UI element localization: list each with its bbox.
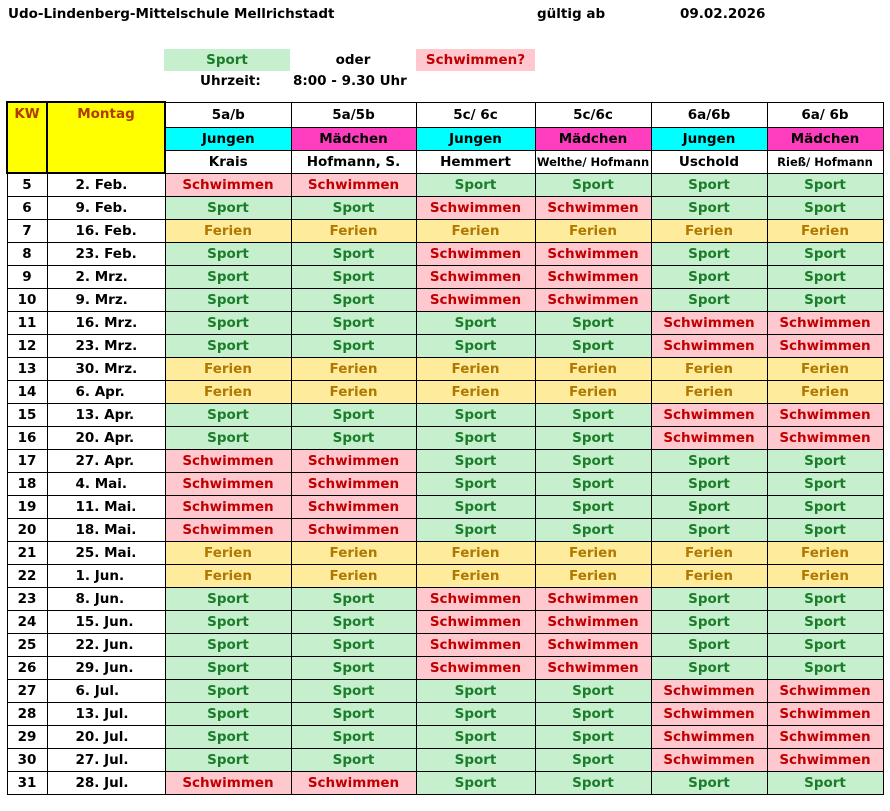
week-number: 22 xyxy=(7,565,47,588)
table-row xyxy=(7,404,883,427)
schedule-cell: Sport xyxy=(291,726,416,749)
monday-date: 28. Jul. xyxy=(47,772,165,795)
schedule-cell: Sport xyxy=(416,427,535,450)
monday-date: 29. Jun. xyxy=(47,657,165,680)
schedule-cell: Sport xyxy=(767,496,883,519)
schedule-cell: Ferien xyxy=(767,381,883,404)
monday-date: 4. Mai. xyxy=(47,473,165,496)
week-number: 28 xyxy=(7,703,47,726)
schedule-cell: Sport xyxy=(416,496,535,519)
schedule-cell: Sport xyxy=(165,335,291,358)
table-row xyxy=(7,588,883,611)
schedule-cell: Sport xyxy=(291,588,416,611)
week-number: 11 xyxy=(7,312,47,335)
schedule-cell: Sport xyxy=(165,404,291,427)
schedule-cell: Sport xyxy=(767,657,883,680)
teacher-header: Welthe/ Hofmann xyxy=(535,150,651,173)
schedule-cell: Schwimmen xyxy=(535,657,651,680)
schedule-cell: Schwimmen xyxy=(165,496,291,519)
schedule-cell: Sport xyxy=(651,657,767,680)
schedule-cell: Ferien xyxy=(416,220,535,243)
schedule-cell: Schwimmen xyxy=(535,634,651,657)
schedule-cell: Sport xyxy=(535,335,651,358)
schedule-cell: Schwimmen xyxy=(535,611,651,634)
class-header: 5a/b xyxy=(165,102,291,127)
schedule-cell: Schwimmen xyxy=(416,243,535,266)
table-row xyxy=(7,726,883,749)
schedule-cell: Sport xyxy=(767,772,883,795)
table-row xyxy=(7,772,883,795)
schedule-cell: Sport xyxy=(535,404,651,427)
schedule-cell: Sport xyxy=(291,266,416,289)
schedule-cell: Schwimmen xyxy=(165,772,291,795)
monday-date: 25. Mai. xyxy=(47,542,165,565)
week-number: 16 xyxy=(7,427,47,450)
week-number: 19 xyxy=(7,496,47,519)
schedule-cell: Schwimmen xyxy=(651,749,767,772)
schedule-cell: Sport xyxy=(651,772,767,795)
schedule-cell: Sport xyxy=(651,519,767,542)
kw-header: KW xyxy=(7,102,47,173)
week-number: 9 xyxy=(7,266,47,289)
table-row xyxy=(7,611,883,634)
schedule-cell: Sport xyxy=(291,703,416,726)
schedule-cell: Ferien xyxy=(651,358,767,381)
schedule-cell: Sport xyxy=(767,289,883,312)
schedule-cell: Schwimmen xyxy=(165,173,291,197)
schedule-cell: Sport xyxy=(535,749,651,772)
monday-date: 8. Jun. xyxy=(47,588,165,611)
schedule-cell: Sport xyxy=(165,243,291,266)
schedule-cell: Sport xyxy=(651,173,767,197)
class-header: 6a/ 6b xyxy=(767,102,883,127)
valid-from-label: gültig ab xyxy=(537,6,606,22)
schedule-cell: Sport xyxy=(535,312,651,335)
schedule-cell: Schwimmen xyxy=(416,657,535,680)
monday-date: 23. Mrz. xyxy=(47,335,165,358)
monday-date: 1. Jun. xyxy=(47,565,165,588)
schedule-cell: Sport xyxy=(651,197,767,220)
monday-date: 18. Mai. xyxy=(47,519,165,542)
schedule-cell: Sport xyxy=(767,588,883,611)
schedule-cell: Schwimmen xyxy=(165,450,291,473)
week-number: 18 xyxy=(7,473,47,496)
schedule-cell: Schwimmen xyxy=(291,772,416,795)
schedule-cell: Sport xyxy=(291,289,416,312)
schedule-cell: Ferien xyxy=(165,358,291,381)
table-row xyxy=(7,220,883,243)
gender-header-boys: Jungen xyxy=(165,127,291,150)
schedule-cell: Sport xyxy=(535,519,651,542)
schedule-cell: Sport xyxy=(767,634,883,657)
table-row xyxy=(7,519,883,542)
schedule-cell: Schwimmen xyxy=(767,726,883,749)
schedule-cell: Ferien xyxy=(291,565,416,588)
schedule-cell: Sport xyxy=(165,657,291,680)
week-number: 21 xyxy=(7,542,47,565)
schedule-cell: Ferien xyxy=(291,358,416,381)
table-row xyxy=(7,243,883,266)
schedule-cell: Ferien xyxy=(535,381,651,404)
teacher-header: Krais xyxy=(165,150,291,173)
monday-date: 16. Feb. xyxy=(47,220,165,243)
schedule-cell: Ferien xyxy=(416,565,535,588)
schedule-cell: Schwimmen xyxy=(535,243,651,266)
week-number: 17 xyxy=(7,450,47,473)
time-label: Uhrzeit: xyxy=(200,73,261,89)
schedule-cell: Ferien xyxy=(416,358,535,381)
monday-date: 15. Jun. xyxy=(47,611,165,634)
schedule-cell: Ferien xyxy=(535,565,651,588)
schedule-cell: Ferien xyxy=(165,381,291,404)
schedule-cell: Sport xyxy=(767,519,883,542)
table-row xyxy=(7,634,883,657)
table-row xyxy=(7,266,883,289)
schedule-cell: Sport xyxy=(291,197,416,220)
schedule-cell: Sport xyxy=(291,312,416,335)
table-row xyxy=(7,335,883,358)
monday-date: 20. Jul. xyxy=(47,726,165,749)
monday-date: 16. Mrz. xyxy=(47,312,165,335)
schedule-cell: Sport xyxy=(535,473,651,496)
schedule-cell: Ferien xyxy=(767,358,883,381)
schedule-cell: Sport xyxy=(651,634,767,657)
table-row xyxy=(7,657,883,680)
schedule-cell: Sport xyxy=(651,266,767,289)
schedule-cell: Schwimmen xyxy=(767,680,883,703)
schedule-cell: Sport xyxy=(291,657,416,680)
schedule-body xyxy=(7,173,883,795)
schedule-cell: Sport xyxy=(291,243,416,266)
schedule-cell: Ferien xyxy=(767,220,883,243)
monday-date: 13. Jul. xyxy=(47,703,165,726)
schedule-cell: Sport xyxy=(535,703,651,726)
schedule-cell: Sport xyxy=(165,634,291,657)
schedule-cell: Sport xyxy=(165,427,291,450)
schedule-cell: Sport xyxy=(165,197,291,220)
schedule-cell: Sport xyxy=(165,749,291,772)
monday-date: 9. Feb. xyxy=(47,197,165,220)
week-number: 8 xyxy=(7,243,47,266)
class-header: 5a/5b xyxy=(291,102,416,127)
schedule-cell: Sport xyxy=(535,450,651,473)
monday-date: 23. Feb. xyxy=(47,243,165,266)
schedule-cell: Ferien xyxy=(291,220,416,243)
schedule-cell: Sport xyxy=(291,611,416,634)
schedule-cell: Ferien xyxy=(291,542,416,565)
schedule-cell: Sport xyxy=(651,496,767,519)
week-number: 25 xyxy=(7,634,47,657)
schedule-table xyxy=(6,101,884,795)
week-number: 26 xyxy=(7,657,47,680)
schedule-cell: Schwimmen xyxy=(416,266,535,289)
schedule-cell: Ferien xyxy=(416,381,535,404)
schedule-cell: Schwimmen xyxy=(651,680,767,703)
table-row xyxy=(7,703,883,726)
week-number: 13 xyxy=(7,358,47,381)
schedule-cell: Schwimmen xyxy=(165,473,291,496)
schedule-cell: Schwimmen xyxy=(651,404,767,427)
table-row xyxy=(7,197,883,220)
week-number: 5 xyxy=(7,173,47,197)
table-row xyxy=(7,680,883,703)
schedule-cell: Ferien xyxy=(767,542,883,565)
schedule-cell: Sport xyxy=(416,772,535,795)
table-row xyxy=(7,450,883,473)
week-number: 15 xyxy=(7,404,47,427)
teacher-header: Uschold xyxy=(651,150,767,173)
schedule-cell: Sport xyxy=(416,680,535,703)
class-header: 5c/6c xyxy=(535,102,651,127)
monday-date: 30. Mrz. xyxy=(47,358,165,381)
schedule-cell: Ferien xyxy=(767,565,883,588)
schedule-cell: Schwimmen xyxy=(767,703,883,726)
table-row xyxy=(7,473,883,496)
monday-date: 6. Jul. xyxy=(47,680,165,703)
table-row xyxy=(7,312,883,335)
schedule-cell: Ferien xyxy=(651,220,767,243)
schedule-cell: Schwimmen xyxy=(291,496,416,519)
schedule-cell: Ferien xyxy=(651,542,767,565)
monday-date: 6. Apr. xyxy=(47,381,165,404)
schedule-cell: Ferien xyxy=(651,565,767,588)
schedule-cell: Sport xyxy=(291,404,416,427)
teacher-header: Hofmann, S. xyxy=(291,150,416,173)
valid-from-date: 09.02.2026 xyxy=(680,6,766,22)
schedule-cell: Sport xyxy=(767,173,883,197)
schedule-cell: Sport xyxy=(165,289,291,312)
week-number: 24 xyxy=(7,611,47,634)
schedule-cell: Sport xyxy=(416,726,535,749)
schedule-cell: Schwimmen xyxy=(291,450,416,473)
schedule-cell: Schwimmen xyxy=(416,197,535,220)
schedule-cell: Sport xyxy=(165,680,291,703)
schedule-cell: Sport xyxy=(535,173,651,197)
table-row xyxy=(7,542,883,565)
schedule-cell: Schwimmen xyxy=(767,404,883,427)
monday-date: 9. Mrz. xyxy=(47,289,165,312)
legend-or: oder xyxy=(335,52,371,68)
schedule-cell: Sport xyxy=(165,703,291,726)
schedule-cell: Sport xyxy=(291,335,416,358)
schedule-cell: Sport xyxy=(416,519,535,542)
week-number: 20 xyxy=(7,519,47,542)
schedule-cell: Sport xyxy=(165,312,291,335)
class-header: 5c/ 6c xyxy=(416,102,535,127)
schedule-cell: Sport xyxy=(651,611,767,634)
schedule-cell: Sport xyxy=(767,197,883,220)
schedule-cell: Sport xyxy=(165,588,291,611)
schedule-cell: Schwimmen xyxy=(767,749,883,772)
schedule-cell: Ferien xyxy=(535,542,651,565)
gender-header-girls: Mädchen xyxy=(291,127,416,150)
schedule-cell: Sport xyxy=(416,703,535,726)
schedule-cell: Schwimmen xyxy=(535,588,651,611)
schedule-cell: Sport xyxy=(416,450,535,473)
schedule-cell: Sport xyxy=(416,473,535,496)
schedule-cell: Sport xyxy=(165,611,291,634)
teacher-header: Rieß/ Hofmann xyxy=(767,150,883,173)
schedule-cell: Schwimmen xyxy=(767,427,883,450)
table-row xyxy=(7,496,883,519)
week-number: 27 xyxy=(7,680,47,703)
schedule-cell: Sport xyxy=(651,243,767,266)
schedule-cell: Ferien xyxy=(416,542,535,565)
week-number: 14 xyxy=(7,381,47,404)
week-number: 30 xyxy=(7,749,47,772)
monday-date: 27. Jul. xyxy=(47,749,165,772)
schedule-cell: Sport xyxy=(651,473,767,496)
monday-date: 2. Feb. xyxy=(47,173,165,197)
monday-header: Montag xyxy=(47,102,165,173)
gender-header-boys: Jungen xyxy=(416,127,535,150)
monday-date: 20. Apr. xyxy=(47,427,165,450)
schedule-cell: Schwimmen xyxy=(291,173,416,197)
legend-swim: Schwimmen? xyxy=(416,49,535,71)
table-row xyxy=(7,381,883,404)
table-row xyxy=(7,749,883,772)
schedule-cell: Schwimmen xyxy=(416,588,535,611)
schedule-cell: Ferien xyxy=(165,565,291,588)
schedule-cell: Sport xyxy=(416,335,535,358)
table-row xyxy=(7,289,883,312)
table-row xyxy=(7,173,883,197)
schedule-cell: Sport xyxy=(535,726,651,749)
table-row xyxy=(7,358,883,381)
schedule-cell: Sport xyxy=(165,726,291,749)
monday-date: 27. Apr. xyxy=(47,450,165,473)
monday-date: 2. Mrz. xyxy=(47,266,165,289)
schedule-cell: Sport xyxy=(651,450,767,473)
schedule-cell: Sport xyxy=(651,588,767,611)
schedule-cell: Sport xyxy=(535,496,651,519)
schedule-cell: Sport xyxy=(535,427,651,450)
schedule-cell: Sport xyxy=(767,266,883,289)
monday-date: 11. Mai. xyxy=(47,496,165,519)
schedule-cell: Schwimmen xyxy=(651,726,767,749)
gender-header-girls: Mädchen xyxy=(767,127,883,150)
schedule-cell: Schwimmen xyxy=(651,312,767,335)
schedule-cell: Schwimmen xyxy=(651,427,767,450)
schedule-cell: Sport xyxy=(535,772,651,795)
schedule-cell: Schwimmen xyxy=(767,312,883,335)
schedule-cell: Ferien xyxy=(651,381,767,404)
week-number: 12 xyxy=(7,335,47,358)
schedule-cell: Sport xyxy=(416,404,535,427)
table-row xyxy=(7,427,883,450)
schedule-cell: Sport xyxy=(291,427,416,450)
gender-header-girls: Mädchen xyxy=(535,127,651,150)
legend-sport: Sport xyxy=(164,49,290,71)
class-header: 6a/6b xyxy=(651,102,767,127)
schedule-cell: Schwimmen xyxy=(651,703,767,726)
schedule-cell: Sport xyxy=(165,266,291,289)
schedule-cell: Sport xyxy=(416,173,535,197)
week-number: 23 xyxy=(7,588,47,611)
week-number: 6 xyxy=(7,197,47,220)
gender-header-boys: Jungen xyxy=(651,127,767,150)
schedule-cell: Sport xyxy=(535,680,651,703)
schedule-cell: Schwimmen xyxy=(291,473,416,496)
schedule-cell: Sport xyxy=(767,473,883,496)
schedule-cell: Schwimmen xyxy=(291,519,416,542)
schedule-cell: Schwimmen xyxy=(165,519,291,542)
teacher-header: Hemmert xyxy=(416,150,535,173)
week-number: 7 xyxy=(7,220,47,243)
schedule-cell: Schwimmen xyxy=(416,611,535,634)
table-row xyxy=(7,565,883,588)
schedule-cell: Schwimmen xyxy=(416,289,535,312)
schedule-cell: Schwimmen xyxy=(535,266,651,289)
schedule-cell: Sport xyxy=(767,450,883,473)
week-number: 29 xyxy=(7,726,47,749)
schedule-cell: Sport xyxy=(416,749,535,772)
schedule-cell: Schwimmen xyxy=(651,335,767,358)
school-title: Udo-Lindenberg-Mittelschule Mellrichstadt xyxy=(8,6,335,22)
schedule-cell: Ferien xyxy=(165,542,291,565)
week-number: 31 xyxy=(7,772,47,795)
schedule-cell: Ferien xyxy=(291,381,416,404)
schedule-cell: Ferien xyxy=(535,220,651,243)
schedule-cell: Sport xyxy=(416,312,535,335)
schedule-cell: Sport xyxy=(651,289,767,312)
schedule-cell: Sport xyxy=(291,749,416,772)
schedule-cell: Sport xyxy=(291,634,416,657)
schedule-cell: Sport xyxy=(767,243,883,266)
week-number: 10 xyxy=(7,289,47,312)
schedule-cell: Schwimmen xyxy=(535,289,651,312)
schedule-cell: Schwimmen xyxy=(416,634,535,657)
schedule-cell: Ferien xyxy=(535,358,651,381)
monday-date: 22. Jun. xyxy=(47,634,165,657)
schedule-cell: Sport xyxy=(291,680,416,703)
monday-date: 13. Apr. xyxy=(47,404,165,427)
schedule-cell: Schwimmen xyxy=(767,335,883,358)
schedule-cell: Ferien xyxy=(165,220,291,243)
schedule-cell: Sport xyxy=(767,611,883,634)
schedule-cell: Schwimmen xyxy=(535,197,651,220)
time-value: 8:00 - 9.30 Uhr xyxy=(293,73,407,89)
